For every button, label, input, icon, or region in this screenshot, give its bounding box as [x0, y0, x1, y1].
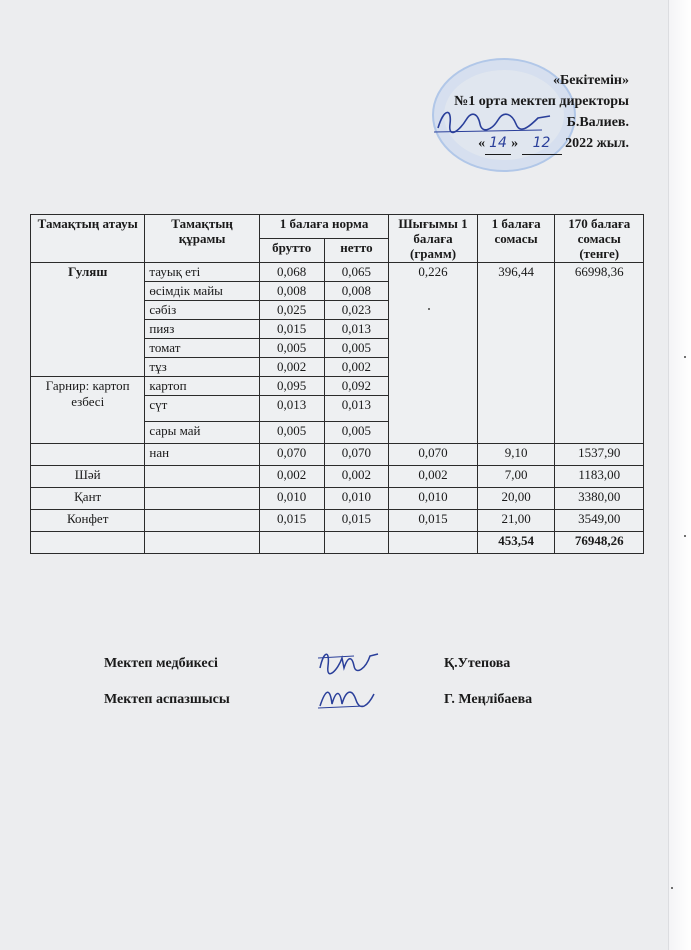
header-dish-name: Тамақтың атауы — [31, 215, 145, 263]
approval-date — [454, 133, 629, 155]
net-cell: 0,015 — [324, 510, 389, 532]
cook-name: Г. Меңлібаева — [444, 692, 533, 707]
header-row — [31, 215, 644, 239]
ingredient-cell: сәбіз — [145, 301, 259, 320]
ingredient-cell: сары май — [145, 422, 259, 444]
goulash-cost-one: 396,44 — [477, 263, 555, 444]
empty-cell — [324, 532, 389, 554]
net-cell: 0,065 — [324, 263, 389, 282]
gross-cell: 0,002 — [259, 466, 324, 488]
table-row — [31, 466, 644, 488]
gross-cell: 0,025 — [259, 301, 324, 320]
header-cost-one: 1 балаға сомасы — [477, 215, 555, 263]
cost-170-cell: 1183,00 — [555, 466, 644, 488]
goulash-cost-170: 66998,36 — [555, 263, 644, 444]
empty-cell — [259, 532, 324, 554]
signature-block — [104, 656, 574, 728]
nurse-name: Қ.Утепова — [444, 656, 511, 671]
header-cost-170: 170 балаға сомасы (тенге) — [555, 215, 644, 263]
gross-cell: 0,070 — [259, 444, 324, 466]
date-open-quote: « — [478, 136, 486, 151]
gross-cell: 0,095 — [259, 377, 324, 396]
net-cell: 0,092 — [324, 377, 389, 396]
yield-cell: 0,015 — [389, 510, 477, 532]
yield-cell: 0,070 — [389, 444, 477, 466]
cook-role: Мектеп аспазшысы — [104, 692, 230, 707]
ingredient-cell: нан — [145, 444, 259, 466]
ingredient-cell: пияз — [145, 320, 259, 339]
dish-garnish: Гарнир: картоп езбесі — [31, 377, 145, 444]
dish-sugar: Қант — [31, 488, 145, 510]
approval-title: «Бекітемін» — [552, 73, 629, 88]
yield-cell: 0,010 — [389, 488, 477, 510]
header-norm: 1 балаға норма — [259, 215, 389, 239]
header-gross: брутто — [259, 239, 324, 263]
cost-one-cell: 21,00 — [477, 510, 555, 532]
header-composition: Тамақтың құрамы — [145, 215, 259, 263]
net-cell: 0,002 — [324, 466, 389, 488]
gross-cell: 0,013 — [259, 396, 324, 422]
page-edge — [668, 0, 691, 950]
gross-cell: 0,002 — [259, 358, 324, 377]
approval-director-name: Б.Валиев. — [566, 115, 629, 130]
ingredient-cell: томат — [145, 339, 259, 358]
net-cell: 0,005 — [324, 339, 389, 358]
approval-block — [454, 70, 629, 155]
cook-signature-row — [104, 692, 574, 728]
net-cell: 0,008 — [324, 282, 389, 301]
ingredient-cell: өсімдік майы — [145, 282, 259, 301]
scan-speck — [684, 535, 686, 537]
dish-candy: Конфет — [31, 510, 145, 532]
empty-cell — [145, 510, 259, 532]
date-day: 14 — [485, 133, 511, 155]
net-cell: 0,070 — [324, 444, 389, 466]
net-cell: 0,002 — [324, 358, 389, 377]
net-cell: 0,010 — [324, 488, 389, 510]
table-row — [31, 488, 644, 510]
total-cost-170: 76948,26 — [555, 532, 644, 554]
empty-cell — [145, 488, 259, 510]
net-cell: 0,013 — [324, 396, 389, 422]
scan-speck — [684, 356, 686, 358]
table-row — [31, 510, 644, 532]
date-close-quote: » — [511, 136, 519, 151]
nurse-signature — [314, 646, 384, 676]
net-cell: 0,023 — [324, 301, 389, 320]
menu-table — [30, 214, 644, 554]
net-cell: 0,013 — [324, 320, 389, 339]
scan-speck — [428, 308, 430, 310]
cost-170-cell: 3549,00 — [555, 510, 644, 532]
empty-cell — [145, 532, 259, 554]
gross-cell: 0,068 — [259, 263, 324, 282]
gross-cell: 0,010 — [259, 488, 324, 510]
gross-cell: 0,015 — [259, 320, 324, 339]
approval-position: №1 орта мектеп директоры — [454, 94, 629, 109]
header-net: нетто — [324, 239, 389, 263]
ingredient-cell: картоп — [145, 377, 259, 396]
goulash-yield: 0,226 — [389, 263, 477, 444]
date-year: 2022 жыл. — [565, 136, 629, 151]
ingredient-cell: тұз — [145, 358, 259, 377]
header-yield: Шығымы 1 балаға (грамм) — [389, 215, 477, 263]
gross-cell: 0,005 — [259, 339, 324, 358]
gross-cell: 0,015 — [259, 510, 324, 532]
cost-one-cell: 20,00 — [477, 488, 555, 510]
empty-cell — [31, 444, 145, 466]
dish-tea: Шәй — [31, 466, 145, 488]
total-cost-one: 453,54 — [477, 532, 555, 554]
total-row — [31, 532, 644, 554]
empty-cell — [389, 532, 477, 554]
cost-one-cell: 9,10 — [477, 444, 555, 466]
cost-one-cell: 7,00 — [477, 466, 555, 488]
table-row — [31, 263, 644, 282]
cost-170-cell: 3380,00 — [555, 488, 644, 510]
ingredient-cell: сүт — [145, 396, 259, 422]
ingredient-cell: тауық еті — [145, 263, 259, 282]
table-row — [31, 444, 644, 466]
yield-cell: 0,002 — [389, 466, 477, 488]
cook-signature — [314, 682, 384, 712]
nurse-role: Мектеп медбикесі — [104, 656, 218, 671]
date-month: 12 — [522, 133, 562, 155]
gross-cell: 0,005 — [259, 422, 324, 444]
empty-cell — [31, 532, 145, 554]
net-cell: 0,005 — [324, 422, 389, 444]
gross-cell: 0,008 — [259, 282, 324, 301]
dish-goulash: Гуляш — [31, 263, 145, 377]
scan-speck — [671, 887, 673, 889]
empty-cell — [145, 466, 259, 488]
cost-170-cell: 1537,90 — [555, 444, 644, 466]
